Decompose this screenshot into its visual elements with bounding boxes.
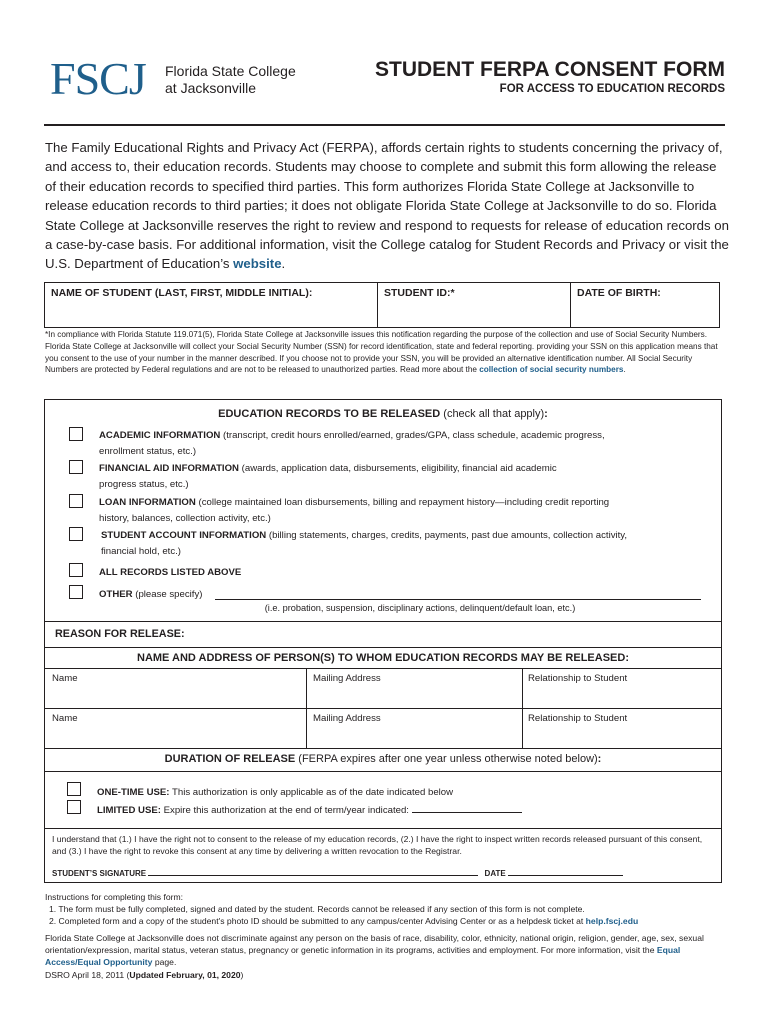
financial-aid-checkbox[interactable] bbox=[69, 460, 83, 474]
student-account-desc: (billing statements, charges, credits, payments, past due amounts, collection activity, bbox=[268, 530, 628, 541]
date-of-birth-label: DATE OF BIRTH: bbox=[577, 287, 661, 299]
records-heading-note: (check all that apply) bbox=[443, 408, 545, 420]
signature-row bbox=[52, 867, 692, 878]
divider bbox=[44, 748, 722, 749]
instructions-item-2-text: 2. Completed form and a copy of the student's photo ID should be submitted to any campus/center Advising Center or as a helpdesk ticket at bbox=[49, 915, 584, 926]
divider bbox=[44, 771, 722, 772]
other-specify-line[interactable] bbox=[215, 599, 701, 600]
other-checkbox[interactable] bbox=[69, 585, 83, 599]
financial-aid-desc2: progress status, etc.) bbox=[99, 478, 189, 490]
divider bbox=[44, 647, 722, 648]
nondiscrimination-statement bbox=[45, 933, 735, 968]
signature-label: STUDENT’S SIGNATURE bbox=[52, 869, 147, 878]
student-id-field[interactable] bbox=[378, 283, 571, 328]
one-time-use-desc: This authorization is only applicable as of the date indicated below bbox=[172, 787, 454, 798]
academic-info-desc2: enrollment status, etc.) bbox=[99, 445, 197, 457]
recipient-2-address[interactable]: Mailing Address bbox=[313, 713, 381, 724]
student-id-label: STUDENT ID:* bbox=[384, 287, 455, 299]
date-of-birth-field[interactable] bbox=[571, 283, 720, 328]
records-heading-colon: : bbox=[544, 408, 548, 420]
consent-text: I understand that (1.) I have the right not to consent to the release of my education records, (2.) I have the right to inspect written records released pursuant of this consent, and (3.) I have the right to revoke this consent at any time by delivering a written revocation to the Registrar. bbox=[52, 834, 703, 856]
student-account-label: STUDENT ACCOUNT INFORMATION bbox=[101, 530, 267, 541]
academic-info-item bbox=[99, 428, 699, 459]
student-account-item bbox=[101, 528, 701, 559]
fscj-logo: FSCJ bbox=[50, 53, 146, 104]
equal-access-link[interactable]: Equal Access/Equal Opportunity bbox=[45, 944, 681, 967]
one-time-use-label: ONE-TIME USE: bbox=[97, 787, 170, 798]
nondiscrimination-end: page. bbox=[154, 956, 177, 967]
academic-info-label: ACADEMIC INFORMATION bbox=[99, 430, 221, 441]
limited-use-item bbox=[97, 803, 697, 819]
limited-use-desc: Expire this authorization at the end of term/year indicated: bbox=[163, 805, 409, 816]
duration-heading-colon: : bbox=[597, 753, 602, 765]
duration-heading-note: (FERPA expires after one year unless otherwise noted below) bbox=[298, 753, 598, 765]
revision-text: DSRO April 18, 2011 ( bbox=[45, 970, 130, 980]
duration-heading-title: DURATION OF RELEASE bbox=[164, 753, 296, 765]
instructions-item-1: 1. The form must be fully completed, signed and dated by the student. Records cannot be released if any section of this form is not complete. bbox=[49, 903, 585, 914]
student-info-table bbox=[44, 282, 720, 328]
records-heading-title: EDUCATION RECORDS TO BE RELEASED bbox=[218, 408, 441, 420]
financial-aid-label: FINANCIAL AID INFORMATION bbox=[99, 463, 239, 474]
instructions-heading: Instructions for completing this form: bbox=[45, 892, 184, 902]
college-name-line1: Florida State College bbox=[165, 63, 296, 79]
other-example: (i.e. probation, suspension, disciplinary actions, delinquent/default loan, etc.) bbox=[264, 603, 576, 613]
signature-field[interactable] bbox=[148, 867, 478, 876]
all-records-item bbox=[99, 565, 699, 581]
records-heading bbox=[44, 408, 722, 420]
helpdesk-link[interactable]: help.fscj.edu bbox=[585, 915, 639, 926]
limited-use-checkbox[interactable] bbox=[67, 800, 81, 814]
student-name-label: NAME OF STUDENT (LAST, FIRST, MIDDLE INITIAL): bbox=[51, 287, 313, 299]
ssn-notice-end: . bbox=[623, 365, 626, 375]
academic-info-desc: (transcript, credit hours enrolled/earned, grades/GPA, class schedule, academic progress, bbox=[223, 430, 605, 441]
instructions bbox=[45, 892, 735, 927]
nondiscrimination-text: Florida State College at Jacksonville does not discriminate against any person on the basis of race, disability, color, ethnicity, national origin, religion, gender, age, sex, sexual orientation/expression, marital status, veteran status, pregnancy or genetic information in its programs, activities and employment. For more information, visit the bbox=[45, 933, 704, 955]
ssn-collection-link[interactable]: collection of social security numbers bbox=[479, 365, 624, 375]
loan-info-item bbox=[99, 495, 699, 526]
loan-info-desc2: history, balances, collection activity, etc.) bbox=[99, 512, 271, 524]
other-item bbox=[99, 587, 709, 603]
recipient-2-relationship[interactable]: Relationship to Student bbox=[528, 713, 628, 724]
student-name-field[interactable] bbox=[45, 283, 378, 328]
loan-info-label: LOAN INFORMATION bbox=[99, 497, 196, 508]
academic-info-checkbox[interactable] bbox=[69, 427, 83, 441]
instructions-item-2 bbox=[45, 916, 735, 928]
ssn-notice-text: *In compliance with Florida Statute 119.071(5), Florida State College at Jacksonville issues this notification regarding the purpose of the collection and use of Social Security Numbers. Florida State College at Jacksonville will collect your Social Security Number (SSN) for record identification, state and federal reporting. providing your SSN on this application means that you consent to the use of your number in the manner described. If you choose not to provide your SSN, you will be provided an alternative identification number. All Social Security Numbers are protected by Federal regulations and are not to be released to unauthorized parties. Read more about the bbox=[45, 330, 718, 375]
student-account-desc2: financial hold, etc.) bbox=[101, 545, 181, 557]
ssn-notice bbox=[45, 329, 725, 376]
intro-text: The Family Educational Rights and Privacy Act (FERPA), affords certain rights to students concerning the privacy of, and access to, their education records. Students may choose to complete and submit this form allowing the release of their education records to specified third parties. This form authorizes Florida State College at Jacksonville to release education records to third parties; it does not obligate Florida State College at Jacksonville to do so. Florida State College at Jacksonville reserves the right to review and respond to requests for release of education records on a case-by-case basis. For additional information, visit the College catalog for Student Records and Privacy or visit the U.S. Department of Education’s bbox=[45, 140, 729, 272]
term-year-field[interactable] bbox=[412, 803, 522, 813]
date-label: DATE bbox=[484, 869, 506, 878]
one-time-use-checkbox[interactable] bbox=[67, 782, 81, 796]
reason-label: REASON FOR RELEASE: bbox=[55, 628, 185, 640]
limited-use-label: LIMITED USE: bbox=[97, 805, 161, 816]
student-account-checkbox[interactable] bbox=[69, 527, 83, 541]
intro-end: . bbox=[281, 256, 286, 272]
form-subtitle: FOR ACCESS TO EDUCATION RECORDS bbox=[499, 83, 725, 95]
website-link[interactable]: website bbox=[233, 256, 282, 272]
revision-end: ) bbox=[240, 970, 244, 980]
revision-updated: Updated February, 01, 2020 bbox=[129, 970, 241, 980]
loan-info-desc: (college maintained loan disbursements, billing and repayment history—including credit reporting bbox=[198, 497, 610, 508]
intro-paragraph bbox=[45, 138, 730, 274]
college-name-line2: at Jacksonville bbox=[165, 80, 257, 96]
one-time-use-item bbox=[97, 785, 697, 801]
header-divider bbox=[44, 124, 725, 126]
recipient-2-name[interactable]: Name bbox=[52, 713, 78, 724]
loan-info-checkbox[interactable] bbox=[69, 494, 83, 508]
recipient-1-relationship[interactable]: Relationship to Student bbox=[528, 673, 628, 684]
date-field[interactable] bbox=[508, 867, 623, 876]
divider bbox=[44, 621, 722, 622]
all-records-label: ALL RECORDS LISTED ABOVE bbox=[99, 567, 242, 578]
duration-heading bbox=[44, 753, 722, 765]
college-name bbox=[165, 63, 296, 97]
revision-note bbox=[45, 970, 735, 982]
other-desc: (please specify) bbox=[135, 589, 203, 600]
recipient-1-address[interactable]: Mailing Address bbox=[313, 673, 381, 684]
financial-aid-item bbox=[99, 461, 699, 492]
divider bbox=[44, 668, 722, 669]
financial-aid-desc: (awards, application data, disbursements, eligibility, financial aid academic bbox=[241, 463, 557, 474]
other-label: OTHER bbox=[99, 589, 133, 600]
divider bbox=[44, 708, 722, 709]
all-records-checkbox[interactable] bbox=[69, 563, 83, 577]
recipient-1-name[interactable]: Name bbox=[52, 673, 78, 684]
recipients-heading: NAME AND ADDRESS OF PERSON(S) TO WHOM EDUCATION RECORDS MAY BE RELEASED: bbox=[137, 652, 629, 664]
divider bbox=[44, 828, 722, 829]
form-title: STUDENT FERPA CONSENT FORM bbox=[375, 58, 725, 81]
